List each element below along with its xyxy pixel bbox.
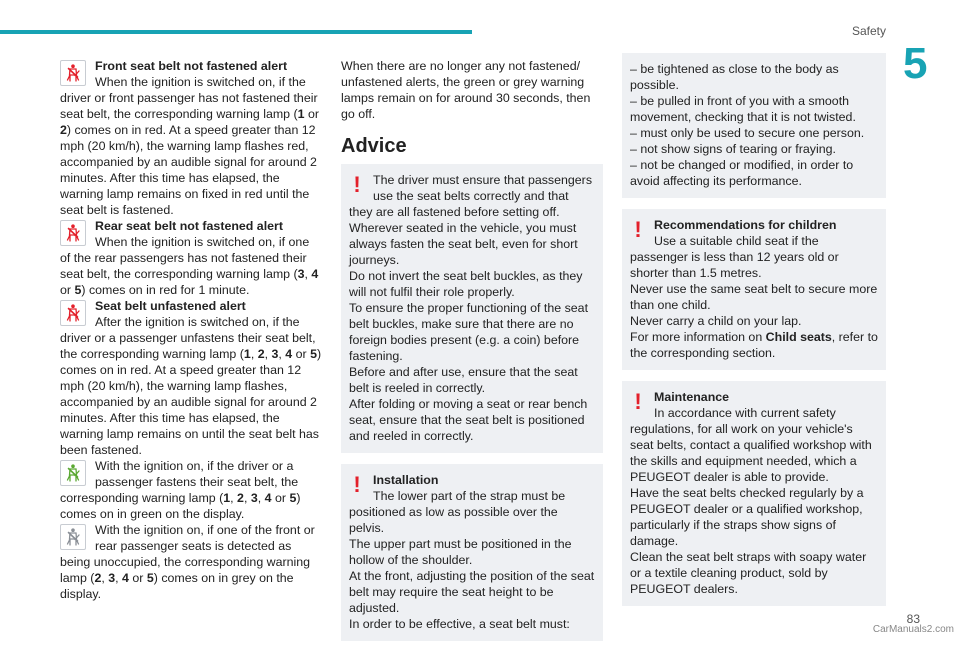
alert-description: After the ignition is switched on, if the driver or a passenger unfastens their seat belt, the corresponding warning lamp (1, 2, 3, 4 or 5) comes on in red. At a speed greater than 12 mph (20 km/h), the warning lamp flashes, accompanied by an audible signal for around 2 minutes. After this time has elapsed, the warning lamp remains on until the seat belt has been fastened. xyxy=(60,315,322,457)
chapter-number: 5 xyxy=(903,39,928,88)
alert-title: Front seat belt not fastened alert xyxy=(95,59,288,73)
maintenance-line: Clean the seat belt straps with soapy water or a textile cleaning product, sold by PEUGEOT dealers. xyxy=(630,550,867,596)
header-accent-bar xyxy=(0,30,472,34)
requirement-line: – be tightened as close to the body as possible. xyxy=(630,62,839,92)
advice-line: The driver must ensure that passengers use the seat belts correctly and that they are all fastened before setting off. xyxy=(349,173,593,219)
advice-line: After folding or moving a seat or rear bench seat, ensure that the seat belt is positioned and reeled in correctly. xyxy=(349,397,588,443)
children-line: Never use the same seat belt to secure more than one child. xyxy=(630,282,878,312)
alert-title: Seat belt unfastened alert xyxy=(95,299,246,313)
child-seats-reference: For more information on Child seats, refer to the corresponding section. xyxy=(630,330,878,360)
maintenance-line: Have the seat belts checked regularly by a PEUGEOT dealer or a qualified workshop, particularly if the straps show signs of damage. xyxy=(630,486,864,548)
advice-heading: Advice xyxy=(341,135,407,157)
requirement-line: – not be changed or modified, in order to avoid affecting its performance. xyxy=(630,158,854,188)
advice-box xyxy=(341,164,603,453)
alert-title: Rear seat belt not fastened alert xyxy=(95,219,283,233)
advice-line: Wherever seated in the vehicle, you must always fasten the seat belt, even for short journeys. xyxy=(349,221,578,267)
seatbelt-red-icon xyxy=(60,60,86,86)
installation-line: At the front, adjusting the position of the seat belt may require the seat height to be adjusted. xyxy=(349,569,595,615)
alert-description: With the ignition on, if the driver or a passenger fastens their seat belt, the corresponding warning lamp (1, 2, 3, 4 or 5) comes on in green on the display. xyxy=(60,459,301,521)
maintenance-box xyxy=(622,381,886,606)
seatbelt-green-icon xyxy=(60,460,86,486)
column-middle xyxy=(341,58,603,652)
seatbelt-red-icon xyxy=(60,300,86,326)
warning-lamp-block xyxy=(60,458,322,522)
alert-description: With the ignition on, if one of the front or rear passenger seats is detected as being unoccupied, the corresponding warning lamp (2, 3, 4 or 5) comes on in grey on the display. xyxy=(60,523,315,601)
children-title: Recommendations for children xyxy=(654,218,837,232)
requirement-line: – be pulled in front of you with a smooth movement, checking that it is not twisted. xyxy=(630,94,856,124)
column-left xyxy=(60,58,322,602)
warning-exclamation-icon: ! xyxy=(634,217,642,242)
warning-exclamation-icon: ! xyxy=(634,389,642,414)
requirement-line: – not show signs of tearing or fraying. xyxy=(630,142,836,156)
maintenance-line: In accordance with current safety regulations, for all work on your vehicle's seat belts, contact a qualified workshop with the skills and equipment needed, which a PEUGEOT dealer is able to provide. xyxy=(630,406,872,484)
seatbelt-grey-icon xyxy=(60,524,86,550)
children-line: Never carry a child on your lap. xyxy=(630,314,802,328)
installation-line: The upper part must be positioned in the hollow of the shoulder. xyxy=(349,537,572,567)
column-right xyxy=(622,53,886,617)
children-box xyxy=(622,209,886,370)
warning-exclamation-icon: ! xyxy=(353,472,361,497)
advice-line: Do not invert the seat belt buckles, as they will not fulfil their role properly. xyxy=(349,269,583,299)
installation-line: In order to be effective, a seat belt must: xyxy=(349,617,570,631)
installation-box xyxy=(341,464,603,641)
warning-lamp-block xyxy=(60,218,322,298)
section-title: Safety xyxy=(851,24,886,38)
advice-line: Before and after use, ensure that the seat belt is reeled in correctly. xyxy=(349,365,578,395)
warning-lamp-block xyxy=(60,298,322,458)
seat-belt-requirements-box xyxy=(622,53,886,198)
installation-line: The lower part of the strap must be positioned as low as possible over the pelvis. xyxy=(349,489,566,535)
watermark-text: CarManuals2.com xyxy=(872,624,954,635)
page-number: 83 xyxy=(906,612,920,626)
requirement-line: – must only be used to secure one person. xyxy=(630,126,865,140)
installation-title: Installation xyxy=(373,473,439,487)
warning-lamp-block xyxy=(60,58,322,218)
maintenance-title: Maintenance xyxy=(654,390,730,404)
seatbelt-red-icon xyxy=(60,220,86,246)
warning-lamp-block xyxy=(60,522,322,602)
children-line: Use a suitable child seat if the passenger is less than 12 years old or shorter than 1.5 metres. xyxy=(630,234,839,280)
alert-description: When the ignition is switched on, if one of the rear passengers has not fastened their seat belt, the corresponding warning lamp (3, 4 or 5) comes on in red for 1 minute. xyxy=(60,235,319,297)
alert-description: When the ignition is switched on, if the driver or front passenger has not fastened their seat belt, the corresponding warning lamp (1 or 2) comes on in red. At a speed greater than 12 mph (20 km/h), the warning lamp flashes red, accompanied by an audible signal for around 2 minutes. After this time has elapsed, the warning lamp remains on fixed in red until the seat belt is fastened. xyxy=(60,75,319,217)
intro-paragraph: When there are no longer any not fastened/ unfastened alerts, the green or grey warning lamps remain on for around 30 seconds, then go off. xyxy=(341,59,591,121)
advice-line: To ensure the proper functioning of the seat belt buckles, make sure that there are no foreign bodies present (e.g. a coin) before fastening. xyxy=(349,301,589,363)
warning-exclamation-icon: ! xyxy=(353,172,361,197)
